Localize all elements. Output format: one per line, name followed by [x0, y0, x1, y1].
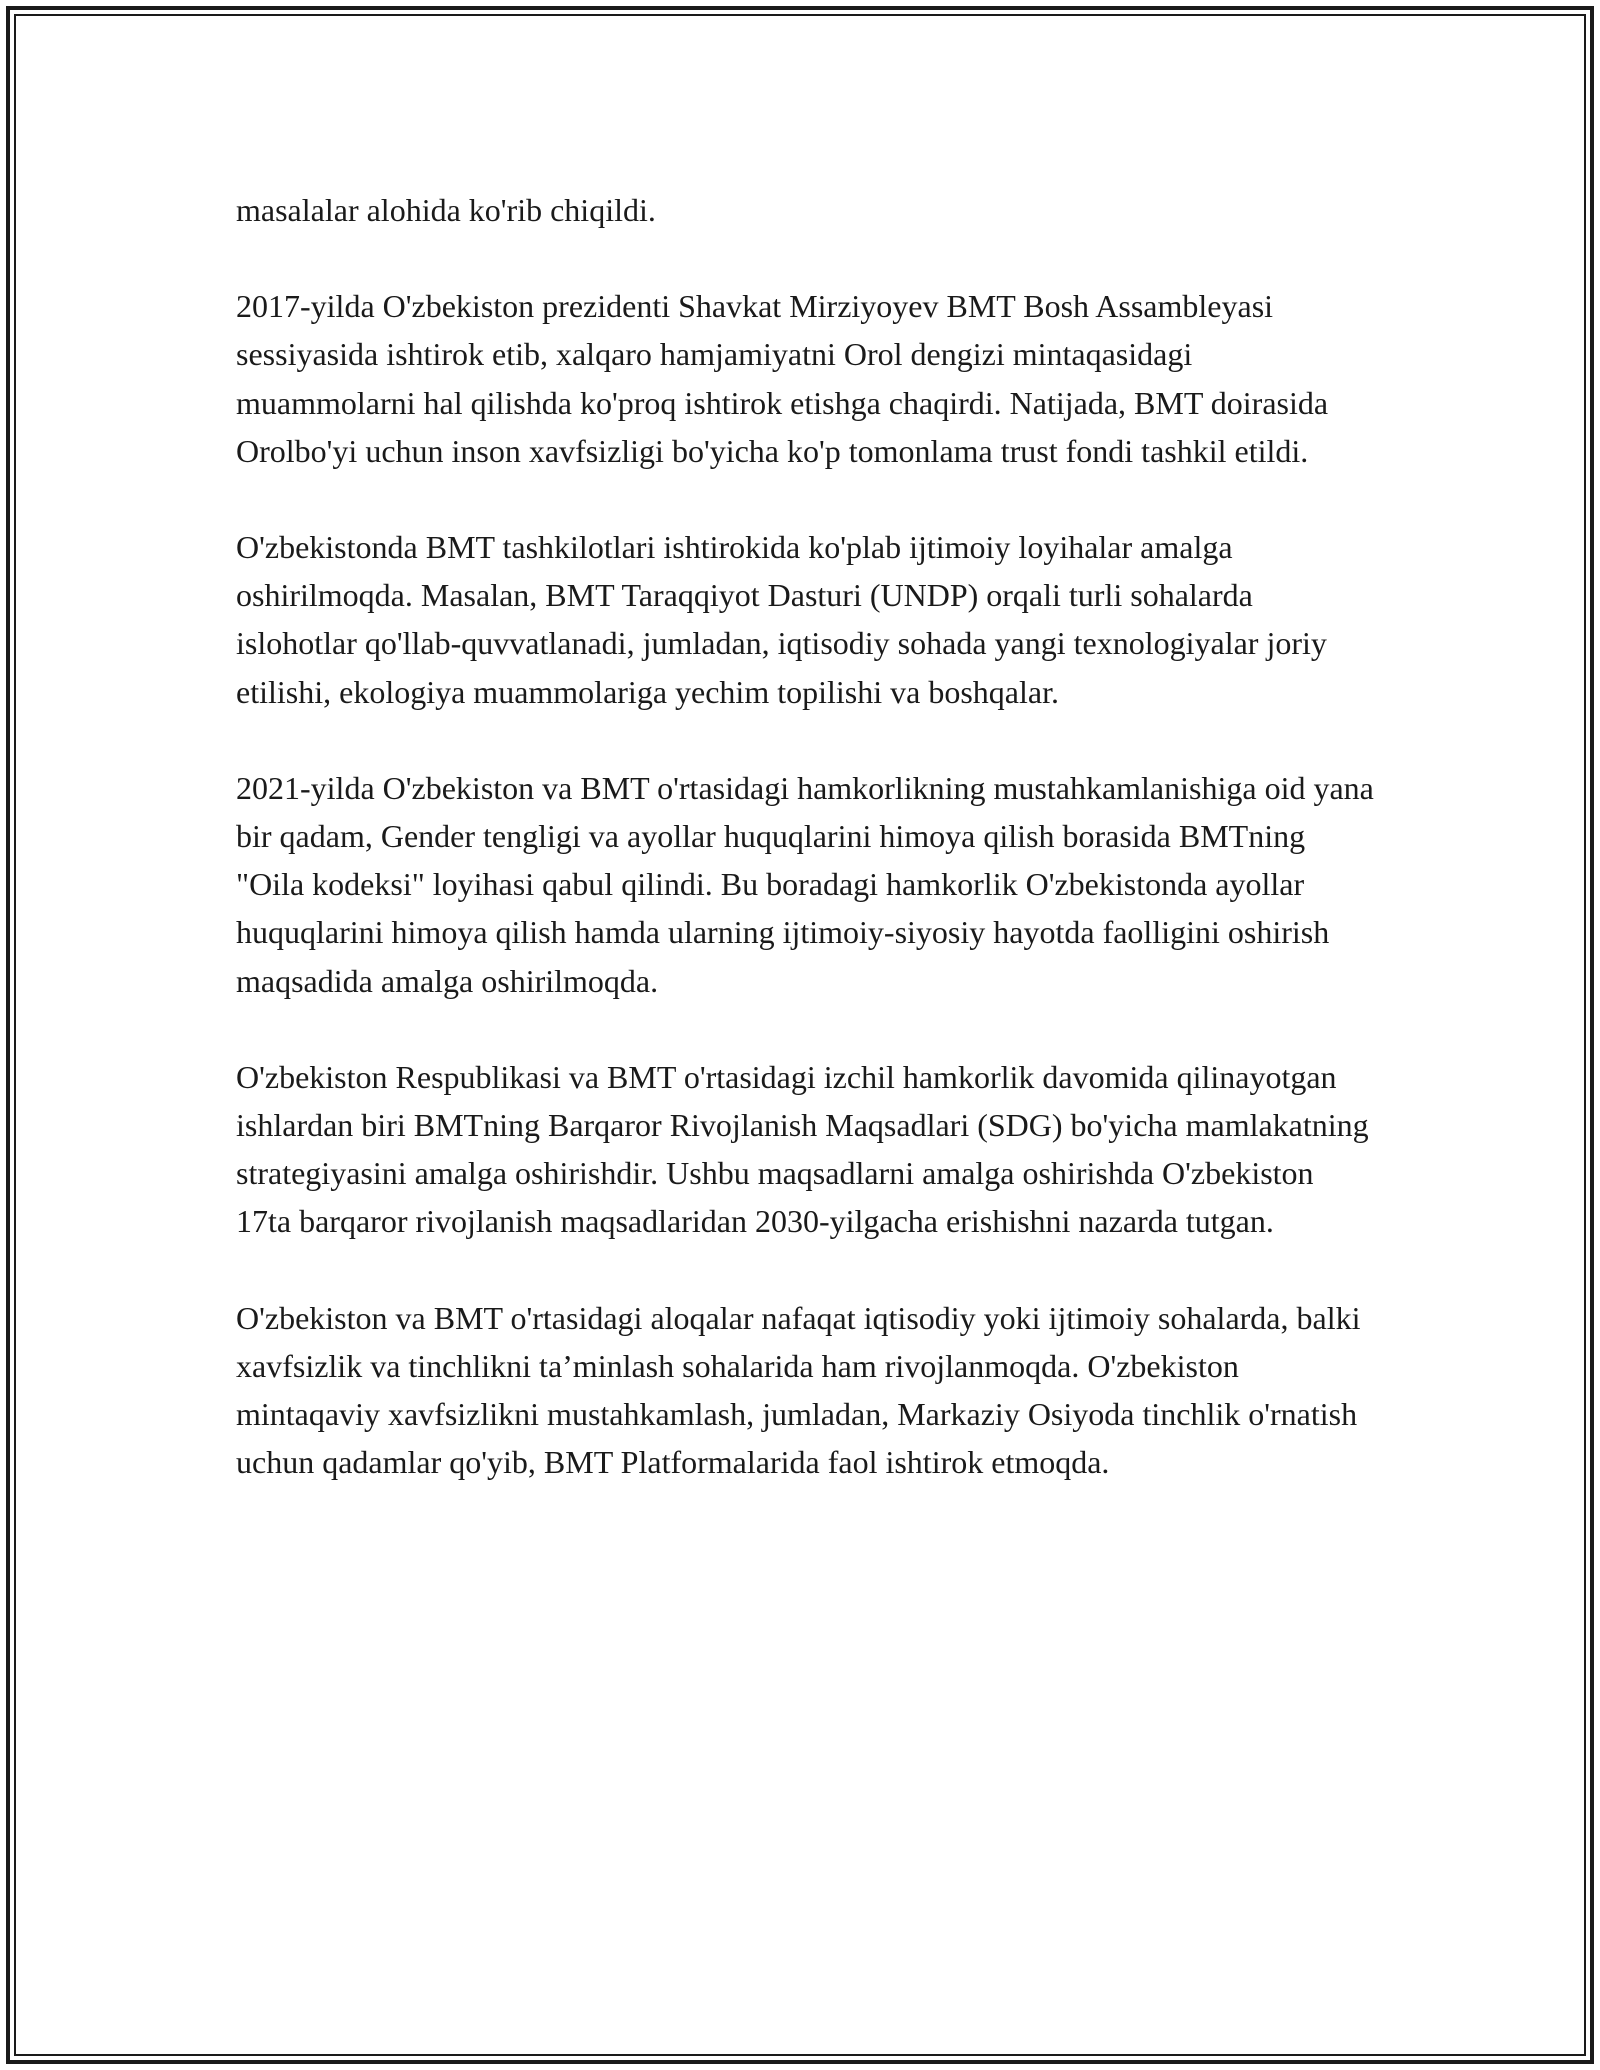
- paragraph-5: O'zbekiston Respublikasi va BMT o'rtasidagi izchil hamkorlik davomida qilinayotgan ishlardan biri BMTning Barqaror Rivojlanish Maqsadlari (SDG) bo'yicha mamlakatning strategiyasini amalga oshirishdir. Ushbu maqsadlarni amalga oshirishda O'zbekiston 17ta barqaror rivojlanish maqsadlaridan 2030-yilgacha erishishni nazarda tutgan.: [236, 1058, 1369, 1240]
- paragraph-4: 2021-yilda O'zbekiston va BMT o'rtasidagi hamkorlikning mustahkamlanishiga oid yana bir qadam, Gender tengligi va ayollar huquqlarini himoya qilish borasida BMTning "Oila kodeksi" loyihasi qabul qilindi. Bu boradagi hamkorlik O'zbekistonda ayollar huquqlarini himoya qilish hamda ularning ijtimoiy-siyosiy hayotda faolligini oshirish maqsadida amalga oshirilmoqda.: [236, 769, 1374, 999]
- paragraph-3: O'zbekistonda BMT tashkilotlari ishtirokida ko'plab ijtimoiy loyihalar amalga oshirilmoqda. Masalan, BMT Taraqqiyot Dasturi (UNDP) orqali turli sohalarda islohotlar qo'llab-quvvatlanadi, jumladan, iqtisodiy sohada yangi texnologiyalar joriy etilishi, ekologiya muammolariga yechim topilishi va boshqalar.: [236, 529, 1327, 710]
- paragraph-1: masalalar alohida ko'rib chiqildi.: [236, 192, 656, 228]
- paragraph-6: O'zbekiston va BMT o'rtasidagi aloqalar nafaqat iqtisodiy yoki ijtimoiy sohalarda, balki xavfsizlik va tinchlikni ta’minlash sohalarida ham rivojlanmoqda. O'zbekiston mintaqaviy xavfsizlikni mustahkamlash, jumladan, Markaziy Osiyoda tinchlik o'rnatish uchun qadamlar qo'yib, BMT Platformalarida faol ishtirok etmoqda.: [236, 1299, 1361, 1481]
- paragraph-2: 2017-yilda O'zbekiston prezidenti Shavkat Mirziyoyev BMT Bosh Assambleyasi sessiyasida ishtirok etib, xalqaro hamjamiyatni Orol dengizi mintaqasidagi muammolarni hal qilishda ko'proq ishtirok etishga chaqirdi. Natijada, BMT doirasida Orolbo'yi uchun inson xavfsizligi bo'yicha ko'p tomonlama trust fondi tashkil etildi.: [236, 288, 1329, 469]
- document-body: [236, 186, 1376, 1486]
